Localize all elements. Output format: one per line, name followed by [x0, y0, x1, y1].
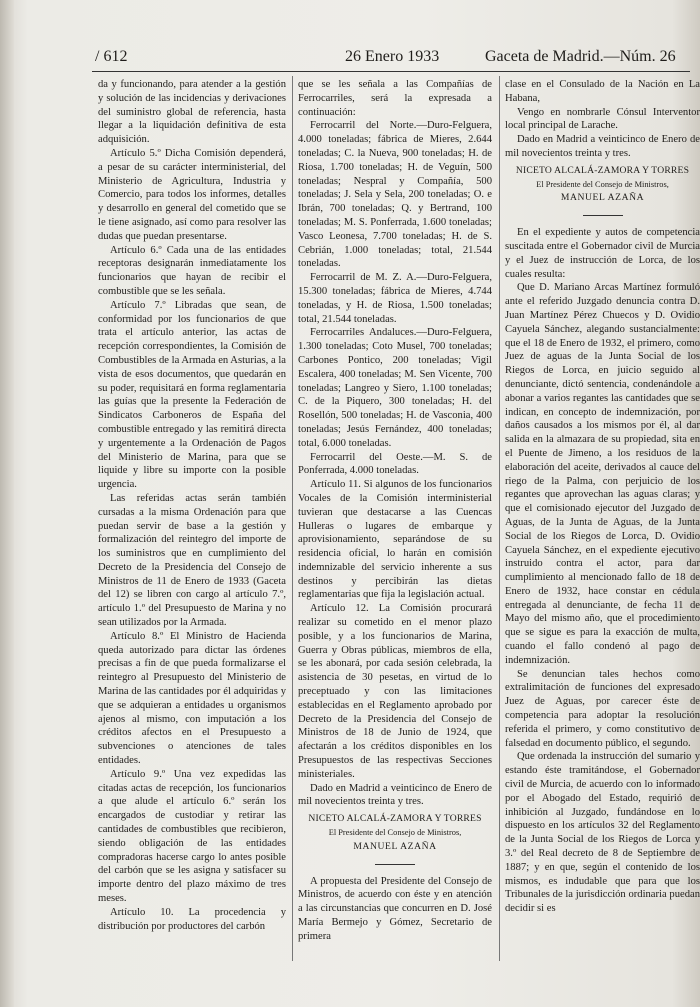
paragraph: Artículo 9.º Una vez expedidas las citadas actas de recepción, los funcionarios a que alude el artículo 6.º serán los encargados de custodiar y retirar las cantidades de combustibles que recibieron, siendo obligación de las entidades compradoras hacerse cargo lo antes posible del carbón que se les asigna y satisfacer su importe dentro del plazo máximo de tres meses.: [98, 768, 286, 905]
paragraph: Artículo 8.º El Ministro de Hacienda queda autorizado para dictar las órdenes precisas a fin de que pueda formalizarse el reintegro al Presupuesto del Ministerio de Marina de las cantidades por él adquiridas y que se adquieran a entidades u organismos ajenos al mismo, con imputación a los créditos afectos en el Presupuesto a subvenciones o atenciones de tales entidades.: [98, 630, 286, 767]
paragraph: Ferrocarril del Oeste.—M. S. de Ponferrada, 4.000 toneladas.: [298, 451, 492, 477]
paragraph: Vengo en nombrarle Cónsul Interventor local principal de Larache.: [505, 106, 700, 132]
paragraph: A propuesta del Presidente del Consejo de Ministros, de acuerdo con éste y en atención a las circunstancias que concurren en D. José María Bermejo y Gómez, Secretario de primera: [298, 875, 492, 942]
publication-title: Gaceta de Madrid.—Núm. 26: [485, 48, 676, 65]
paragraph: Las referidas actas serán también cursadas a la misma Ordenación para que puedan servir de base a la gestión y formalización del reintegro del importe de los suministros que en cumplimiento del Decreto de la Presidencia del Consejo de Ministros de 11 de Enero de 1933 (Gaceta del 12) se libren con cargo al artículo 7.º, artículo 1.º del Presupuesto de Marina y no sean utilizados por la Armada.: [98, 492, 286, 629]
paragraph: Artículo 12. La Comisión procurará realizar su cometido en el menor plazo posible, y a los funcionarios de Marina, Guerra y Obras públicas, miembros de ella, se les abonará, por cada sesión celebrada, la asistencia de 30 pesetas, en virtud de lo preceptuado y con las limitaciones establecidas en el Reglamento aprobado por Decreto de la Presidencia del Consejo de Ministros de 18 de Junio de 1924, que afectarán a los créditos disponibles en los Presupuestos de las respectivas Secciones ministeriales.: [298, 603, 492, 780]
paragraph: Que D. Mariano Arcas Martínez formuló ante el referido Juzgado denuncia contra D. Juan Martínez Pérez Chuecos y D. Ovidio Cayuela Sánchez, alegando sustancialmente: que el 18 de Enero de 1932, el primero, como Juez de aguas de la Junta Social de los Riegos de Lorca, en juicio seguido al denunciante, dictó sentencia, condenándole a abonar a varios regantes las cantidades que se indican, en concepto de indemnización, por daños causados a los mismos por él, al dar salida en la almazara de su propiedad, sita en el Puente de Jimeno, a los residuos de la elaboración del aceite, derivados al cauce del riego de la Palma, con perjuicio de los regantes que aprovechan las aguas claras; y que el comisionado ejecutor del Juzgado de Aguas, de la Junta de Aguas, de la Junta Social de los Riegos de Lorca, D. Ovidio Cayuela Sánchez, en el expediente ejecutivo instruido contra el actor, para dar cumplimiento al mencionado fallo de 18 de Enero de 1932, hace constar en cédula entregada al denunciante, de fecha 11 de Mayo del mismo año, que el procedimiento que se sigue es para la exacción de multa, cuando el fallo condenó al pago de indemnización.: [505, 282, 700, 666]
column-divider-2: [499, 76, 500, 961]
signature-name: NICETO ALCALÁ-ZAMORA Y TORRES: [308, 813, 482, 825]
section-separator: [583, 215, 623, 216]
column-divider-1: [292, 76, 293, 961]
signature-role: El Presidente del Consejo de Ministros,: [536, 179, 669, 189]
minister-name: MANUEL AZAÑA: [353, 840, 437, 852]
signature-role: El Presidente del Consejo de Ministros,: [328, 828, 462, 838]
page-fold-shadow: [0, 0, 14, 1007]
column-3: [505, 78, 700, 968]
paragraph: Artículo 10. La procedencia y distribución por productores del carbón: [98, 906, 286, 932]
section-separator: [375, 864, 415, 865]
column-1: [98, 78, 286, 933]
paragraph: Ferrocarril de M. Z. A.—Duro-Felguera, 15.300 toneladas; fábrica de Mieres, 4.744 toneladas, y H. de Riosa, 1.500 toneladas; total, 21.544 toneladas.: [298, 272, 492, 325]
paragraph: Se denuncian tales hechos como extralimitación de funciones del expresado Juez de Aguas, por carecer éste de competencia para adoptar la resolución referida el primero, y como constitutivo de falsedad en documento público, el segundo.: [505, 668, 700, 749]
header-rule: [92, 71, 690, 72]
paragraph: Artículo 5.º Dicha Comisión dependerá, a pesar de su carácter interministerial, del Ministerio de Agricultura, Industria y Comercio, para todos los informes, detalles y desarrollo en general del cometido que se le tiene asignado, así como para resolver las dudas que puedan presentarse.: [98, 147, 286, 242]
paragraph: Artículo 7.º Libradas que sean, de conformidad por los funcionarios de que trata el artículo anterior, las actas de recepción correspondientes, la Comisión de Combustibles de la Armada en Asturias, a la vista de esos documentos, que quedarán en su poder, requisitará en forma reglamentaria las guías que la presente la Federación de Sindicatos Carboneros de España del combustible entregado y las remitirá directa y urgentemente a la Ordenación de Pagos del Ministerio de Marina, para que se liquide y libre su importe con la posible urgencia.: [98, 299, 286, 491]
paragraph: Artículo 11. Si algunos de los funcionarios Vocales de la Comisión interministerial tuvieran que destacarse a las Cuencas Hulleras o lugares de embarque y aprovisionamiento, separándose de su residencia oficial, lo harán en comisión indemnizable del servicio inherente a sus destinos y percibirán las dietas reglamentarias que fija la legislación actual.: [298, 479, 492, 601]
paragraph: Ferrocarriles Andaluces.—Duro-Felguera, 1.300 toneladas; Coto Musel, 700 toneladas; Carbones Pontico, 200 toneladas; Vigil Escalera, 400 toneladas; M. Sen Vicente, 700 toneladas; Langreo y Siero, 1.100 toneladas; C. de la Piquero, 300 toneladas; H. del Rosellón, 500 toneladas; H. de Vasconia, 400 toneladas; Jesús Fernández, 400 toneladas; total, 6.000 toneladas.: [298, 327, 492, 449]
paragraph: Ferrocarril del Norte.—Duro-Felguera, 4.000 toneladas; fábrica de Mieres, 2.644 toneladas; C. la Nueva, 900 toneladas; H. de Riosa, 1.700 toneladas; H. de Veguín, 500 toneladas; Nespral y Compañía, 500 toneladas; J. Sela y Sela, 200 toneladas; O. e Ibrán, 700 toneladas; Q. y Bertrand, 100 toneladas; M. S. Ponferrada, 1.600 toneladas; Vasco Leonesa, 7.700 toneladas; H. de S. Cebrián, 1.000 toneladas; total, 21.544 toneladas.: [298, 120, 492, 270]
minister-name: MANUEL AZAÑA: [560, 192, 645, 204]
paragraph: da y funcionando, para atender a la gestión y solución de las incidencias y derivaciones del suministro global de referencia, hasta llegar a la liquidación definitiva de esta adquisición.: [98, 79, 286, 146]
issue-date: 26 Enero 1933: [345, 48, 440, 65]
column-2: [298, 78, 492, 944]
paragraph: Dado en Madrid a veinticinco de Enero de mil novecientos treinta y tres.: [298, 782, 492, 808]
paragraph: Que ordenada la instrucción del sumario y estando éste tramitándose, el Gobernador civil de Murcia, de acuerdo con lo informado por el Abogado del Estado, requirió de inhibición al Juzgado, fundándose en lo dispuesto en los artículos 32 del Reglamento de la Junta Social de los Riegos de Lorca y 3.º del Real decreto de 8 de Septiembre de 1887; y en que, según el contenido de los mismos, es indudable que para que los Tribunales de la jurisdicción ordinaria puedan decidir si es: [505, 751, 700, 915]
paragraph: Dado en Madrid a veinticinco de Enero de mil novecientos treinta y tres.: [505, 134, 700, 159]
page-header: [95, 48, 688, 70]
paragraph: Artículo 6.º Cada una de las entidades receptoras designarán inmediatamente los funcionarios que hayan de recibir el combustible que se les señala.: [98, 244, 286, 297]
paragraph: En el expediente y autos de competencia suscitada entre el Gobernador civil de Murcia y el Juez de instrucción de Lorca, de los cuales resulta:: [505, 227, 700, 280]
paragraph: que se les señala a las Compañías de Ferrocarriles, será la expresada a continuación:: [298, 79, 492, 118]
signature-name: NICETO ALCALÁ-ZAMORA Y TORRES: [515, 164, 690, 176]
paragraph: clase en el Consulado de la Nación en La Habana,: [505, 79, 700, 104]
page-number: / 612: [95, 48, 128, 65]
